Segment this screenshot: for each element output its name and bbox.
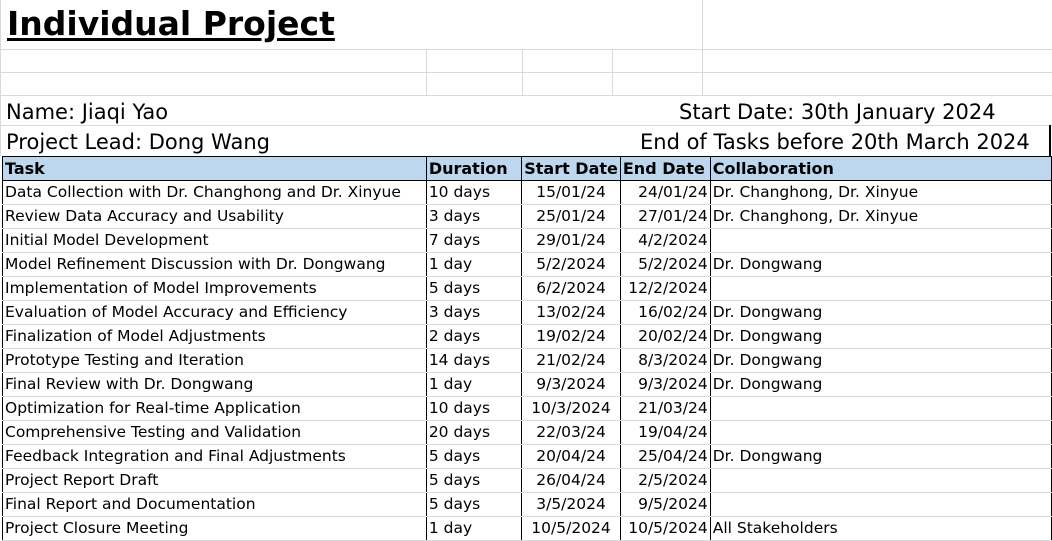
table-row — [3, 205, 1052, 229]
cell-start-date[interactable]: 5/2/2024 — [522, 253, 621, 277]
cell-start-date[interactable]: 15/01/24 — [522, 181, 621, 205]
cell-start-date[interactable]: 21/02/24 — [522, 349, 621, 373]
cell-duration[interactable]: 1 day — [426, 373, 521, 397]
cell-collaboration[interactable] — [710, 469, 1051, 493]
cell-collaboration[interactable] — [710, 493, 1051, 517]
header-end-date[interactable]: End Date — [620, 157, 710, 181]
cell-start-date[interactable]: 10/3/2024 — [522, 397, 621, 421]
cell-collaboration[interactable] — [710, 277, 1051, 301]
name-label: Name: Jiaqi Yao — [6, 100, 169, 124]
header-row — [3, 157, 1052, 181]
cell-collaboration[interactable]: Dr. Dongwang — [710, 373, 1051, 397]
gridline — [0, 125, 1052, 126]
cell-end-date[interactable]: 2/5/2024 — [620, 469, 710, 493]
cell-task[interactable]: Review Data Accuracy and Usability — [3, 205, 427, 229]
table-row — [3, 373, 1052, 397]
cell-duration[interactable]: 3 days — [426, 205, 521, 229]
cell-task[interactable]: Final Report and Documentation — [3, 493, 427, 517]
cell-task[interactable]: Initial Model Development — [3, 229, 427, 253]
border-line — [1049, 125, 1051, 156]
cell-end-date[interactable]: 9/3/2024 — [620, 373, 710, 397]
cell-task[interactable]: Evaluation of Model Accuracy and Efficiency — [3, 301, 427, 325]
gridline — [426, 49, 427, 96]
table-row — [3, 517, 1052, 541]
cell-collaboration[interactable]: Dr. Changhong, Dr. Xinyue — [710, 205, 1051, 229]
cell-task[interactable]: Feedback Integration and Final Adjustments — [3, 445, 427, 469]
cell-collaboration[interactable]: Dr. Dongwang — [710, 445, 1051, 469]
task-table — [2, 156, 1052, 541]
cell-task[interactable]: Data Collection with Dr. Changhong and Dr. Xinyue — [3, 181, 427, 205]
cell-task[interactable]: Project Report Draft — [3, 469, 427, 493]
header-start-date[interactable]: Start Date — [522, 157, 621, 181]
cell-end-date[interactable]: 5/2/2024 — [620, 253, 710, 277]
cell-duration[interactable]: 1 day — [426, 253, 521, 277]
cell-start-date[interactable]: 13/02/24 — [522, 301, 621, 325]
cell-task[interactable]: Final Review with Dr. Dongwang — [3, 373, 427, 397]
cell-collaboration[interactable] — [710, 397, 1051, 421]
end-of-tasks-label: End of Tasks before 20th March 2024 — [640, 130, 1030, 154]
cell-duration[interactable]: 3 days — [426, 301, 521, 325]
gridline — [0, 72, 1052, 73]
cell-end-date[interactable]: 16/02/24 — [620, 301, 710, 325]
cell-collaboration[interactable] — [710, 229, 1051, 253]
cell-end-date[interactable]: 21/03/24 — [620, 397, 710, 421]
cell-end-date[interactable]: 12/2/2024 — [620, 277, 710, 301]
cell-task[interactable]: Finalization of Model Adjustments — [3, 325, 427, 349]
cell-duration[interactable]: 5 days — [426, 493, 521, 517]
table-row — [3, 469, 1052, 493]
cell-task[interactable]: Implementation of Model Improvements — [3, 277, 427, 301]
cell-collaboration[interactable]: Dr. Dongwang — [710, 349, 1051, 373]
table-row — [3, 493, 1052, 517]
header-task[interactable]: Task — [3, 157, 427, 181]
table-row — [3, 253, 1052, 277]
table-row — [3, 229, 1052, 253]
table-row — [3, 325, 1052, 349]
gridline — [702, 0, 703, 96]
cell-duration[interactable]: 5 days — [426, 469, 521, 493]
cell-end-date[interactable]: 20/02/24 — [620, 325, 710, 349]
cell-start-date[interactable]: 10/5/2024 — [522, 517, 621, 541]
cell-task[interactable]: Model Refinement Discussion with Dr. Dongwang — [3, 253, 427, 277]
cell-end-date[interactable]: 24/01/24 — [620, 181, 710, 205]
cell-task[interactable]: Prototype Testing and Iteration — [3, 349, 427, 373]
cell-task[interactable]: Project Closure Meeting — [3, 517, 427, 541]
gridline — [522, 49, 523, 96]
cell-start-date[interactable]: 19/02/24 — [522, 325, 621, 349]
table-row — [3, 181, 1052, 205]
cell-duration[interactable]: 10 days — [426, 397, 521, 421]
cell-collaboration[interactable]: Dr. Changhong, Dr. Xinyue — [710, 181, 1051, 205]
cell-start-date[interactable]: 29/01/24 — [522, 229, 621, 253]
cell-end-date[interactable]: 8/3/2024 — [620, 349, 710, 373]
cell-start-date[interactable]: 6/2/2024 — [522, 277, 621, 301]
gridline — [0, 0, 1, 156]
cell-end-date[interactable]: 19/04/24 — [620, 421, 710, 445]
start-date-label: Start Date: 30th January 2024 — [679, 100, 996, 124]
table-row — [3, 349, 1052, 373]
gridline — [0, 49, 1052, 50]
cell-collaboration[interactable]: Dr. Dongwang — [710, 325, 1051, 349]
cell-duration[interactable]: 7 days — [426, 229, 521, 253]
cell-collaboration[interactable]: All Stakeholders — [710, 517, 1051, 541]
cell-start-date[interactable]: 9/3/2024 — [522, 373, 621, 397]
cell-duration[interactable]: 20 days — [426, 421, 521, 445]
gridline — [0, 95, 1052, 96]
table-row — [3, 397, 1052, 421]
cell-task[interactable]: Optimization for Real-time Application — [3, 397, 427, 421]
cell-duration[interactable]: 2 days — [426, 325, 521, 349]
gridline — [612, 49, 613, 96]
cell-collaboration[interactable]: Dr. Dongwang — [710, 301, 1051, 325]
cell-end-date[interactable]: 4/2/2024 — [620, 229, 710, 253]
cell-end-date[interactable]: 25/04/24 — [620, 445, 710, 469]
table-row — [3, 421, 1052, 445]
table-row — [3, 445, 1052, 469]
sheet-title: Individual Project — [7, 4, 335, 43]
cell-start-date[interactable]: 22/03/24 — [522, 421, 621, 445]
cell-task[interactable]: Comprehensive Testing and Validation — [3, 421, 427, 445]
header-duration[interactable]: Duration — [426, 157, 521, 181]
cell-collaboration[interactable] — [710, 421, 1051, 445]
cell-start-date[interactable]: 25/01/24 — [522, 205, 621, 229]
cell-duration[interactable]: 10 days — [426, 181, 521, 205]
cell-duration[interactable]: 1 day — [426, 517, 521, 541]
cell-start-date[interactable]: 3/5/2024 — [522, 493, 621, 517]
table-row — [3, 301, 1052, 325]
cell-end-date[interactable]: 27/01/24 — [620, 205, 710, 229]
cell-end-date[interactable]: 10/5/2024 — [620, 517, 710, 541]
cell-duration[interactable]: 14 days — [426, 349, 521, 373]
cell-collaboration[interactable]: Dr. Dongwang — [710, 253, 1051, 277]
cell-duration[interactable]: 5 days — [426, 277, 521, 301]
cell-end-date[interactable]: 9/5/2024 — [620, 493, 710, 517]
header-collaboration[interactable]: Collaboration — [710, 157, 1051, 181]
cell-start-date[interactable]: 20/04/24 — [522, 445, 621, 469]
project-lead-label: Project Lead: Dong Wang — [6, 130, 270, 154]
cell-start-date[interactable]: 26/04/24 — [522, 469, 621, 493]
cell-duration[interactable]: 5 days — [426, 445, 521, 469]
table-row — [3, 277, 1052, 301]
